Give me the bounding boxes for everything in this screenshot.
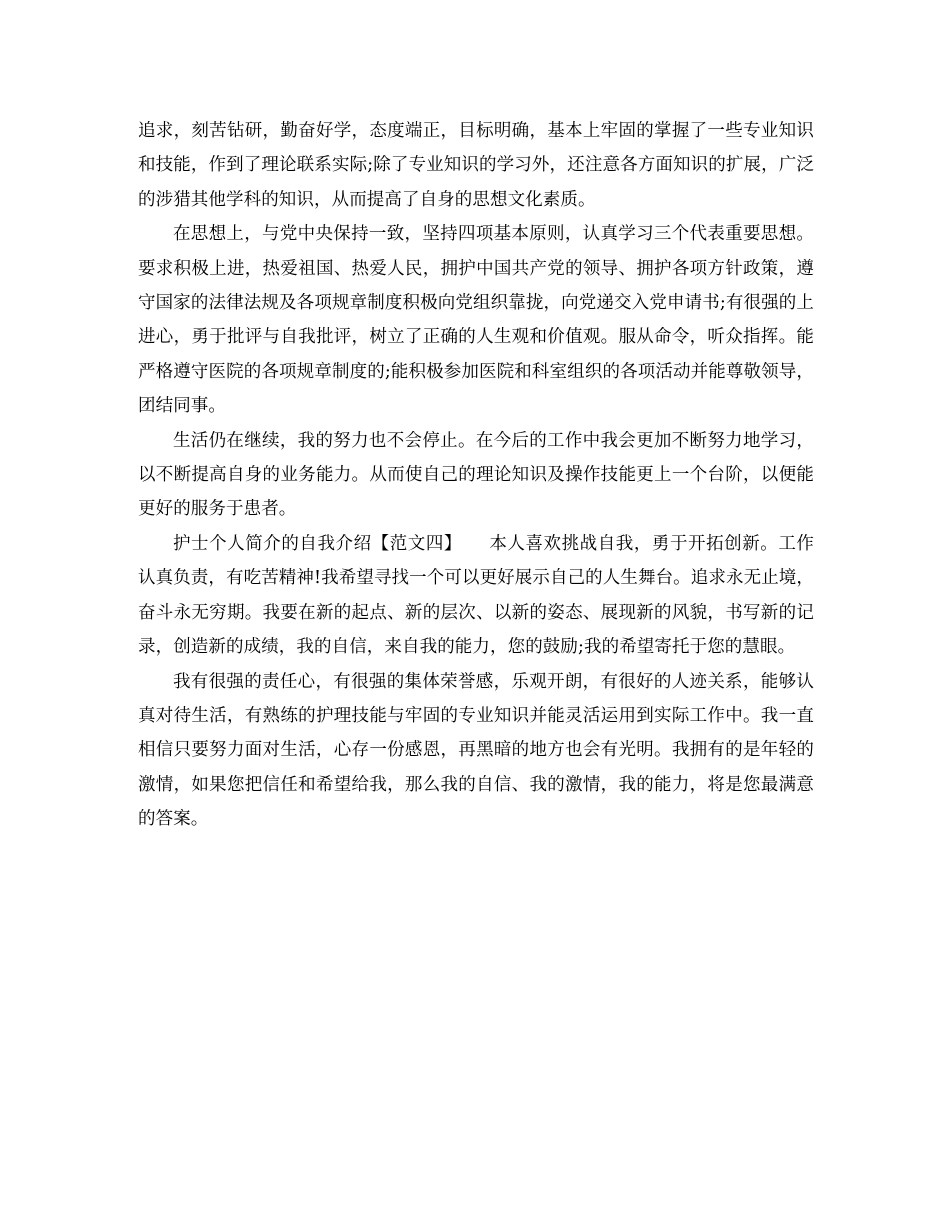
document-body bbox=[138, 114, 814, 837]
paragraph-5: 我有很强的责任心，有很强的集体荣誉感，乐观开朗，有很好的人迹关系，能够认真对待生活，有熟练的护理技能与牢固的专业知识并能灵活运用到实际工作中。我一直相信只要努力面对生活，心存一份感恩，再黑暗的地方也会有光明。我拥有的是年轻的激情，如果您把信任和希望给我，那么我的自信、我的激情，我的能力，将是您最满意的答案。 bbox=[138, 671, 814, 830]
paragraph-3: 生活仍在继续，我的努力也不会停止。在今后的工作中我会更加不断努力地学习，以不断提高自身的业务能力。从而使自己的理论知识及操作技能更上一个台阶，以便能更好的服务于患者。 bbox=[138, 430, 814, 520]
paragraph-2: 在思想上，与党中央保持一致，坚持四项基本原则，认真学习三个代表重要思想。要求积极上进，热爱祖国、热爱人民，拥护中国共产党的领导、拥护各项方针政策，遵守国家的法律法规及各项规章制度积极向党组织靠拢，向党递交入党申请书;有很强的上进心，勇于批评与自我批评，树立了正确的人生观和价值观。服从命令，听众指挥。能严格遵守医院的各项规章制度的;能积极参加医院和科室组织的各项活动并能尊敬领导，团结同事。 bbox=[138, 224, 814, 417]
paragraph-4: 护士个人简介的自我介绍【范文四】 本人喜欢挑战自我，勇于开拓创新。工作认真负责，有吃苦精神!我希望寻找一个可以更好展示自己的人生舞台。追求永无止境，奋斗永无穷期。我要在新的起点、新的层次、以新的姿态、展现新的风貌，书写新的记录，创造新的成绩，我的自信，来自我的能力，您的鼓励;我的希望寄托于您的慧眼。 bbox=[138, 533, 814, 658]
paragraph-1: 追求，刻苦钻研，勤奋好学，态度端正，目标明确，基本上牢固的掌握了一些专业知识和技能，作到了理论联系实际;除了专业知识的学习外，还注意各方面知识的扩展，广泛的涉猎其他学科的知识，从而提高了自身的思想文化素质。 bbox=[138, 121, 814, 210]
